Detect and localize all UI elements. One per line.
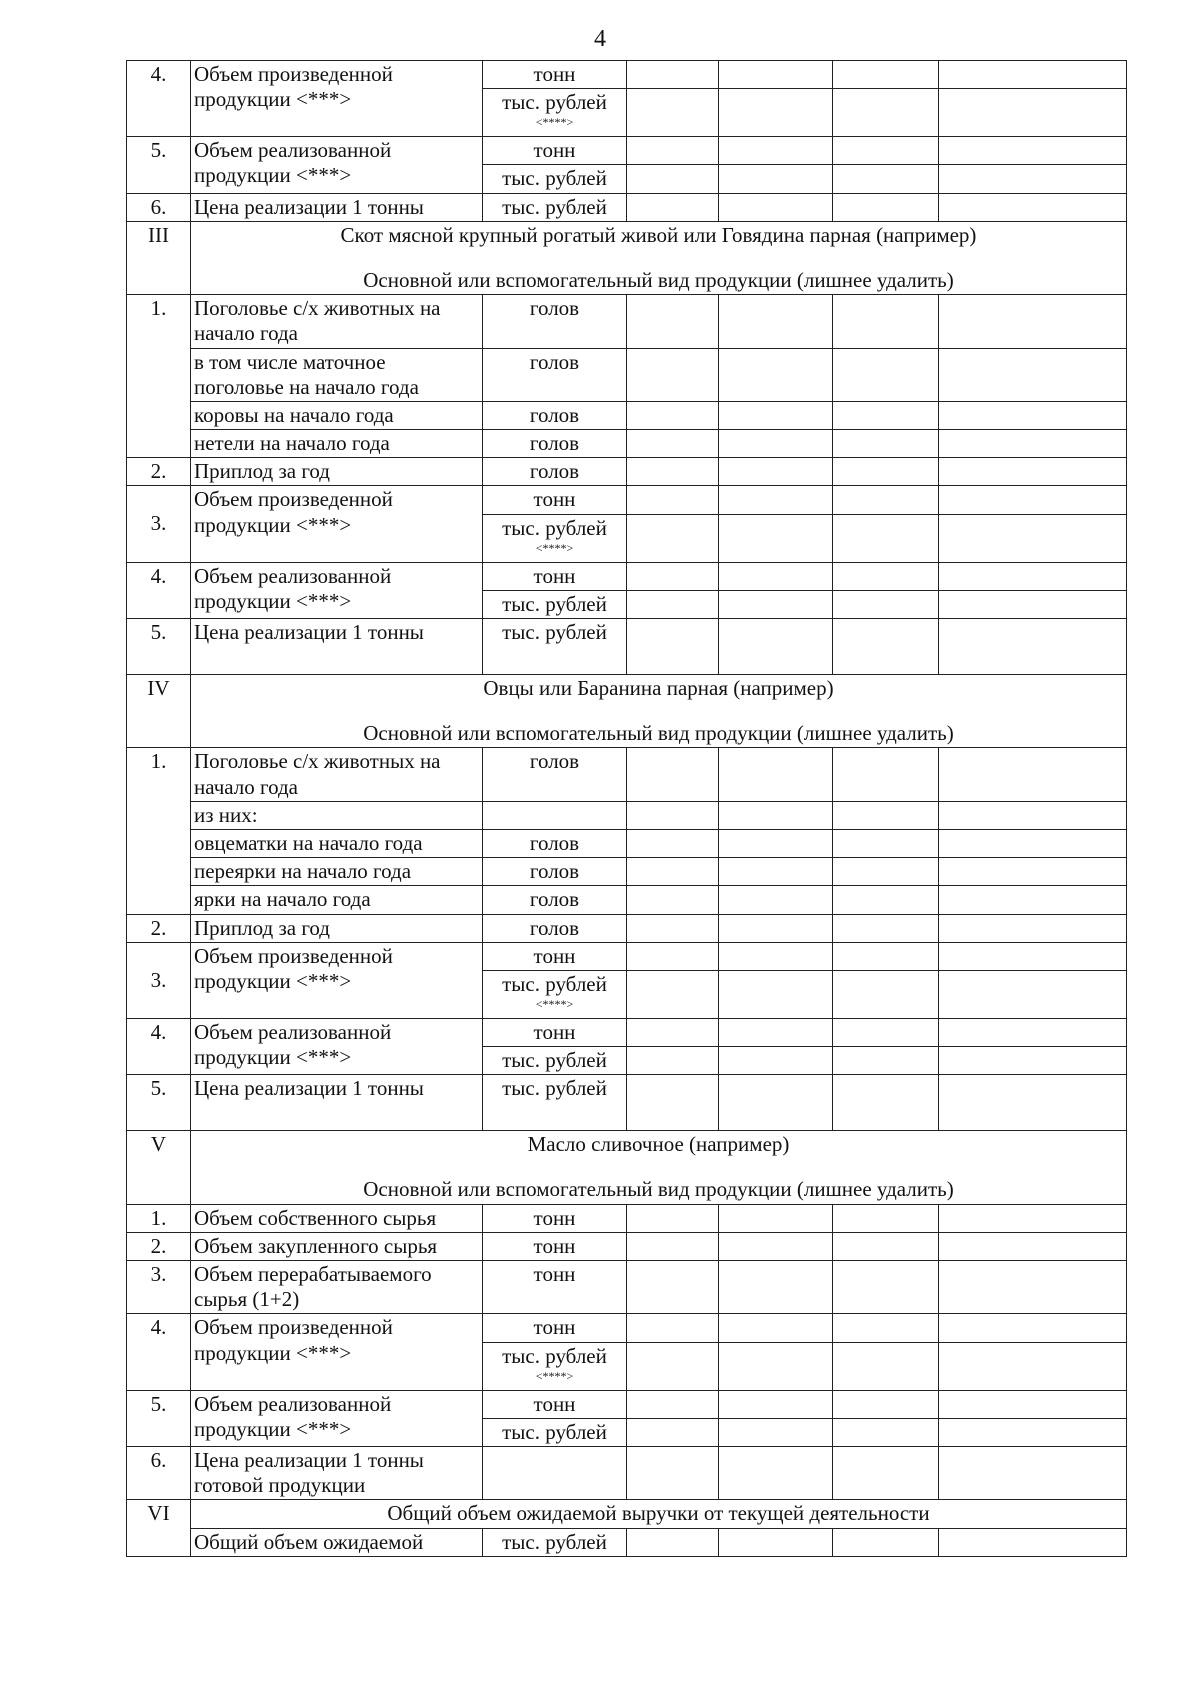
value-cell[interactable] <box>719 914 833 942</box>
row-label: ярки на начало года <box>191 886 483 914</box>
table-row <box>127 295 1127 348</box>
value-cell[interactable] <box>627 1047 719 1075</box>
table-row <box>127 1232 1127 1260</box>
row-number: 4. <box>127 562 191 618</box>
unit-text: тыс. рублей <box>502 1343 607 1368</box>
value-cell[interactable] <box>719 401 833 429</box>
table-row <box>127 942 1127 970</box>
value-cell[interactable] <box>719 1018 833 1046</box>
row-label: Цена реализации 1 тонны <box>191 193 483 221</box>
footnote-mark: <****> <box>535 997 574 1012</box>
value-cell[interactable] <box>627 1390 719 1418</box>
unit-cell: тонн <box>483 1018 627 1046</box>
value-cell[interactable] <box>939 1075 1127 1131</box>
table-row <box>127 1204 1127 1232</box>
value-cell[interactable] <box>719 1342 833 1390</box>
value-cell[interactable] <box>719 858 833 886</box>
form-table <box>126 60 1127 1557</box>
table-row <box>127 1314 1127 1342</box>
value-cell[interactable] <box>627 137 719 165</box>
value-cell[interactable] <box>833 829 939 857</box>
section-header-row <box>127 221 1127 294</box>
value-cell[interactable] <box>939 942 1127 970</box>
value-cell[interactable] <box>627 165 719 193</box>
value-cell[interactable] <box>719 970 833 1018</box>
table-row <box>127 1528 1127 1556</box>
value-cell[interactable] <box>719 89 833 137</box>
value-cell[interactable] <box>719 1446 833 1499</box>
unit-cell: тонн <box>483 1232 627 1260</box>
row-number: 4. <box>127 61 191 137</box>
row-number: 5. <box>127 137 191 193</box>
row-number: 2. <box>127 1232 191 1260</box>
value-cell[interactable] <box>939 1232 1127 1260</box>
value-cell[interactable] <box>833 1342 939 1390</box>
value-cell[interactable] <box>939 970 1127 1018</box>
section-number: V <box>127 1131 191 1204</box>
value-cell[interactable] <box>833 486 939 514</box>
footnote-mark: <****> <box>535 115 574 130</box>
section-number: III <box>127 221 191 294</box>
unit-cell <box>483 1446 627 1499</box>
value-cell[interactable] <box>627 886 719 914</box>
value-cell[interactable] <box>833 748 939 801</box>
value-cell[interactable] <box>939 486 1127 514</box>
value-cell[interactable] <box>833 514 939 562</box>
value-cell[interactable] <box>939 348 1127 401</box>
row-label: переярки на начало года <box>191 858 483 886</box>
unit-cell: тонн <box>483 1314 627 1342</box>
unit-cell: тыс. рублей <box>483 1528 627 1556</box>
unit-cell: тыс. рублей <box>483 619 627 675</box>
row-label: в том числе маточное поголовье на начало года <box>191 348 483 401</box>
unit-cell: голов <box>483 295 627 348</box>
value-cell[interactable] <box>627 1314 719 1342</box>
unit-text: тыс. рублей <box>502 515 607 540</box>
value-cell[interactable] <box>833 914 939 942</box>
unit-text: тыс. рублей <box>502 90 607 115</box>
value-cell[interactable] <box>939 886 1127 914</box>
value-cell[interactable] <box>719 1204 833 1232</box>
row-number: 2. <box>127 458 191 486</box>
value-cell[interactable] <box>627 458 719 486</box>
value-cell[interactable] <box>719 886 833 914</box>
table-row <box>127 1018 1127 1046</box>
value-cell[interactable] <box>939 590 1127 618</box>
value-cell[interactable] <box>939 1204 1127 1232</box>
row-label: Цена реализации 1 тонны <box>191 1075 483 1131</box>
unit-cell: голов <box>483 430 627 458</box>
section-header <box>191 675 1127 748</box>
value-cell[interactable] <box>939 514 1127 562</box>
value-cell[interactable] <box>833 165 939 193</box>
table-row <box>127 619 1127 675</box>
value-cell[interactable] <box>939 401 1127 429</box>
unit-cell: тыс. рублей <box>483 590 627 618</box>
table-row <box>127 886 1127 914</box>
value-cell[interactable] <box>939 914 1127 942</box>
value-cell[interactable] <box>939 193 1127 221</box>
row-number: 3. <box>127 942 191 1018</box>
value-cell[interactable] <box>833 970 939 1018</box>
table-row <box>127 137 1127 165</box>
footnote-mark: <****> <box>535 1368 574 1383</box>
value-cell[interactable] <box>833 401 939 429</box>
section-title: Общий объем ожидаемой выручки от текущей деятельности <box>387 1501 930 1526</box>
row-label: коровы на начало года <box>191 401 483 429</box>
value-cell[interactable] <box>627 486 719 514</box>
value-cell[interactable] <box>627 514 719 562</box>
value-cell[interactable] <box>833 193 939 221</box>
row-label: Объем произведенной продукции <***> <box>191 942 483 1018</box>
section-header <box>191 1500 1127 1528</box>
table-row <box>127 1261 1127 1314</box>
section-header-row <box>127 1131 1127 1204</box>
value-cell[interactable] <box>939 430 1127 458</box>
unit-cell: тыс. рублей <box>483 1047 627 1075</box>
table-row <box>127 562 1127 590</box>
value-cell[interactable] <box>939 1528 1127 1556</box>
value-cell[interactable] <box>627 1204 719 1232</box>
value-cell[interactable] <box>939 1446 1127 1499</box>
value-cell[interactable] <box>627 562 719 590</box>
row-label: Объем закупленного сырья <box>191 1232 483 1260</box>
row-label: Объем реализованной продукции <***> <box>191 137 483 193</box>
section-title: Масло сливочное (например) <box>527 1132 790 1157</box>
unit-cell: тонн <box>483 562 627 590</box>
table-row <box>127 858 1127 886</box>
table-row <box>127 829 1127 857</box>
value-cell[interactable] <box>719 458 833 486</box>
value-cell[interactable] <box>627 801 719 829</box>
value-cell[interactable] <box>627 193 719 221</box>
value-cell[interactable] <box>939 801 1127 829</box>
row-number: 5. <box>127 619 191 675</box>
table-row <box>127 61 1127 89</box>
row-number: 1. <box>127 1204 191 1232</box>
row-label: Объем реализованной продукции <***> <box>191 1390 483 1446</box>
row-number: 3. <box>127 1261 191 1314</box>
row-number: 5. <box>127 1075 191 1131</box>
unit-cell: голов <box>483 914 627 942</box>
value-cell[interactable] <box>719 590 833 618</box>
section-note: Основной или вспомогательный вид продукции (лишнее удалить) <box>363 267 954 292</box>
value-cell[interactable] <box>833 1075 939 1131</box>
value-cell[interactable] <box>627 829 719 857</box>
row-number: 6. <box>127 193 191 221</box>
value-cell[interactable] <box>627 430 719 458</box>
value-cell[interactable] <box>939 1342 1127 1390</box>
value-cell[interactable] <box>939 619 1127 675</box>
unit-cell: тыс. рублей <box>483 165 627 193</box>
value-cell[interactable] <box>627 748 719 801</box>
value-cell[interactable] <box>719 1528 833 1556</box>
unit-cell: тонн <box>483 942 627 970</box>
row-label: Объем реализованной продукции <***> <box>191 1018 483 1074</box>
value-cell[interactable] <box>939 295 1127 348</box>
unit-cell: тонн <box>483 1204 627 1232</box>
value-cell[interactable] <box>833 801 939 829</box>
row-number: 1. <box>127 748 191 914</box>
value-cell[interactable] <box>939 1018 1127 1046</box>
section-header <box>191 1131 1127 1204</box>
value-cell[interactable] <box>939 748 1127 801</box>
unit-cell: тыс. рублей <box>483 193 627 221</box>
value-cell[interactable] <box>627 858 719 886</box>
value-cell[interactable] <box>719 193 833 221</box>
value-cell[interactable] <box>833 590 939 618</box>
value-cell[interactable] <box>719 1047 833 1075</box>
value-cell[interactable] <box>833 858 939 886</box>
value-cell[interactable] <box>939 858 1127 886</box>
value-cell[interactable] <box>939 1261 1127 1314</box>
row-label: Приплод за год <box>191 458 483 486</box>
row-label: Объем произведенной продукции <***> <box>191 486 483 562</box>
value-cell[interactable] <box>939 89 1127 137</box>
row-number: 1. <box>127 295 191 458</box>
value-cell[interactable] <box>719 61 833 89</box>
section-title: Овцы или Баранина парная (например) <box>483 676 834 700</box>
value-cell[interactable] <box>939 829 1127 857</box>
row-label: Приплод за год <box>191 914 483 942</box>
table-row <box>127 1390 1127 1418</box>
value-cell[interactable] <box>719 1075 833 1131</box>
row-label: овцематки на начало года <box>191 829 483 857</box>
value-cell[interactable] <box>833 942 939 970</box>
value-cell[interactable] <box>833 1261 939 1314</box>
unit-cell: тыс. рублей <box>483 1418 627 1446</box>
section-number: VI <box>127 1500 191 1556</box>
value-cell[interactable] <box>939 458 1127 486</box>
value-cell[interactable] <box>719 1261 833 1314</box>
value-cell[interactable] <box>939 1314 1127 1342</box>
value-cell[interactable] <box>833 430 939 458</box>
value-cell[interactable] <box>719 165 833 193</box>
section-header <box>191 221 1127 294</box>
value-cell[interactable] <box>719 619 833 675</box>
value-cell[interactable] <box>627 942 719 970</box>
value-cell[interactable] <box>719 137 833 165</box>
value-cell[interactable] <box>627 61 719 89</box>
value-cell[interactable] <box>719 514 833 562</box>
value-cell[interactable] <box>627 348 719 401</box>
value-cell[interactable] <box>627 619 719 675</box>
unit-cell: голов <box>483 858 627 886</box>
unit-cell: голов <box>483 348 627 401</box>
section-number: IV <box>127 675 191 748</box>
value-cell[interactable] <box>833 137 939 165</box>
value-cell[interactable] <box>833 348 939 401</box>
value-cell[interactable] <box>833 458 939 486</box>
unit-cell: тонн <box>483 1390 627 1418</box>
value-cell[interactable] <box>627 590 719 618</box>
unit-cell: голов <box>483 748 627 801</box>
table-row <box>127 748 1127 801</box>
value-cell[interactable] <box>627 1342 719 1390</box>
value-cell[interactable] <box>719 348 833 401</box>
value-cell[interactable] <box>627 1418 719 1446</box>
unit-cell: голов <box>483 886 627 914</box>
table-row <box>127 1075 1127 1131</box>
row-label: Объем перерабатываемого сырья (1+2) <box>191 1261 483 1314</box>
value-cell[interactable] <box>627 1232 719 1260</box>
unit-cell: тонн <box>483 1261 627 1314</box>
table-row <box>127 401 1127 429</box>
table-row <box>127 193 1127 221</box>
row-label: Общий объем ожидаемой <box>191 1528 483 1556</box>
value-cell[interactable] <box>627 295 719 348</box>
value-cell[interactable] <box>833 1528 939 1556</box>
value-cell[interactable] <box>833 1314 939 1342</box>
footnote-mark: <****> <box>535 540 574 555</box>
value-cell[interactable] <box>627 1528 719 1556</box>
value-cell[interactable] <box>833 1418 939 1446</box>
value-cell[interactable] <box>627 401 719 429</box>
value-cell[interactable] <box>833 1446 939 1499</box>
unit-cell: тонн <box>483 137 627 165</box>
value-cell[interactable] <box>833 1232 939 1260</box>
row-label: Цена реализации 1 тонны готовой продукции <box>191 1446 483 1499</box>
value-cell[interactable] <box>939 61 1127 89</box>
unit-cell <box>483 1342 627 1390</box>
table-row <box>127 801 1127 829</box>
row-label: Объем произведенной продукции <***> <box>191 1314 483 1390</box>
row-label: Поголовье с/х животных на начало года <box>191 748 483 801</box>
value-cell[interactable] <box>833 1204 939 1232</box>
section-title: Скот мясной крупный рогатый живой или Говядина парная (например) <box>340 222 977 247</box>
unit-text: тыс. рублей <box>502 971 607 996</box>
value-cell[interactable] <box>627 1261 719 1314</box>
row-number: 6. <box>127 1446 191 1499</box>
value-cell[interactable] <box>833 89 939 137</box>
value-cell[interactable] <box>627 914 719 942</box>
row-label: Поголовье с/х животных на начало года <box>191 295 483 348</box>
value-cell[interactable] <box>833 1390 939 1418</box>
value-cell[interactable] <box>833 562 939 590</box>
row-label: Объем произведенной продукции <***> <box>191 61 483 137</box>
unit-cell: голов <box>483 401 627 429</box>
value-cell[interactable] <box>719 486 833 514</box>
unit-cell: тонн <box>483 61 627 89</box>
value-cell[interactable] <box>833 295 939 348</box>
section-note: Основной или вспомогательный вид продукции (лишнее удалить) <box>363 1177 954 1202</box>
row-label: из них: <box>191 801 483 829</box>
row-label: Объем реализованной продукции <***> <box>191 562 483 618</box>
unit-cell <box>483 89 627 137</box>
value-cell[interactable] <box>939 137 1127 165</box>
unit-cell: голов <box>483 458 627 486</box>
row-number: 2. <box>127 914 191 942</box>
section-header-row <box>127 675 1127 748</box>
value-cell[interactable] <box>719 562 833 590</box>
value-cell[interactable] <box>939 165 1127 193</box>
value-cell[interactable] <box>719 1418 833 1446</box>
value-cell[interactable] <box>719 1232 833 1260</box>
unit-cell: голов <box>483 829 627 857</box>
unit-cell <box>483 801 627 829</box>
row-number: 5. <box>127 1390 191 1446</box>
row-number: 4. <box>127 1314 191 1390</box>
row-number: 3. <box>127 486 191 562</box>
value-cell[interactable] <box>833 619 939 675</box>
value-cell[interactable] <box>627 1018 719 1046</box>
value-cell[interactable] <box>719 295 833 348</box>
unit-cell: тыс. рублей <box>483 1075 627 1131</box>
value-cell[interactable] <box>939 1047 1127 1075</box>
table-row <box>127 458 1127 486</box>
value-cell[interactable] <box>719 430 833 458</box>
page-number: 4 <box>594 26 606 52</box>
section-note: Основной или вспомогательный вид продукции (лишнее удалить) <box>363 721 954 746</box>
value-cell[interactable] <box>627 89 719 137</box>
unit-cell <box>483 970 627 1018</box>
value-cell[interactable] <box>627 970 719 1018</box>
table-row <box>127 430 1127 458</box>
row-label: нетели на начало года <box>191 430 483 458</box>
value-cell[interactable] <box>719 748 833 801</box>
value-cell[interactable] <box>833 886 939 914</box>
row-label: Цена реализации 1 тонны <box>191 619 483 675</box>
row-label: Объем собственного сырья <box>191 1204 483 1232</box>
value-cell[interactable] <box>939 562 1127 590</box>
table-row <box>127 348 1127 401</box>
value-cell[interactable] <box>719 829 833 857</box>
value-cell[interactable] <box>833 61 939 89</box>
value-cell[interactable] <box>627 1446 719 1499</box>
value-cell[interactable] <box>833 1047 939 1075</box>
unit-cell <box>483 514 627 562</box>
value-cell[interactable] <box>719 1314 833 1342</box>
value-cell[interactable] <box>719 801 833 829</box>
unit-cell: тонн <box>483 486 627 514</box>
value-cell[interactable] <box>719 942 833 970</box>
section-header-row <box>127 1500 1127 1528</box>
table-row <box>127 914 1127 942</box>
row-number: 4. <box>127 1018 191 1074</box>
value-cell[interactable] <box>719 1390 833 1418</box>
value-cell[interactable] <box>627 1075 719 1131</box>
value-cell[interactable] <box>939 1390 1127 1418</box>
table-row <box>127 486 1127 514</box>
table-row <box>127 1446 1127 1499</box>
value-cell[interactable] <box>939 1418 1127 1446</box>
value-cell[interactable] <box>833 1018 939 1046</box>
